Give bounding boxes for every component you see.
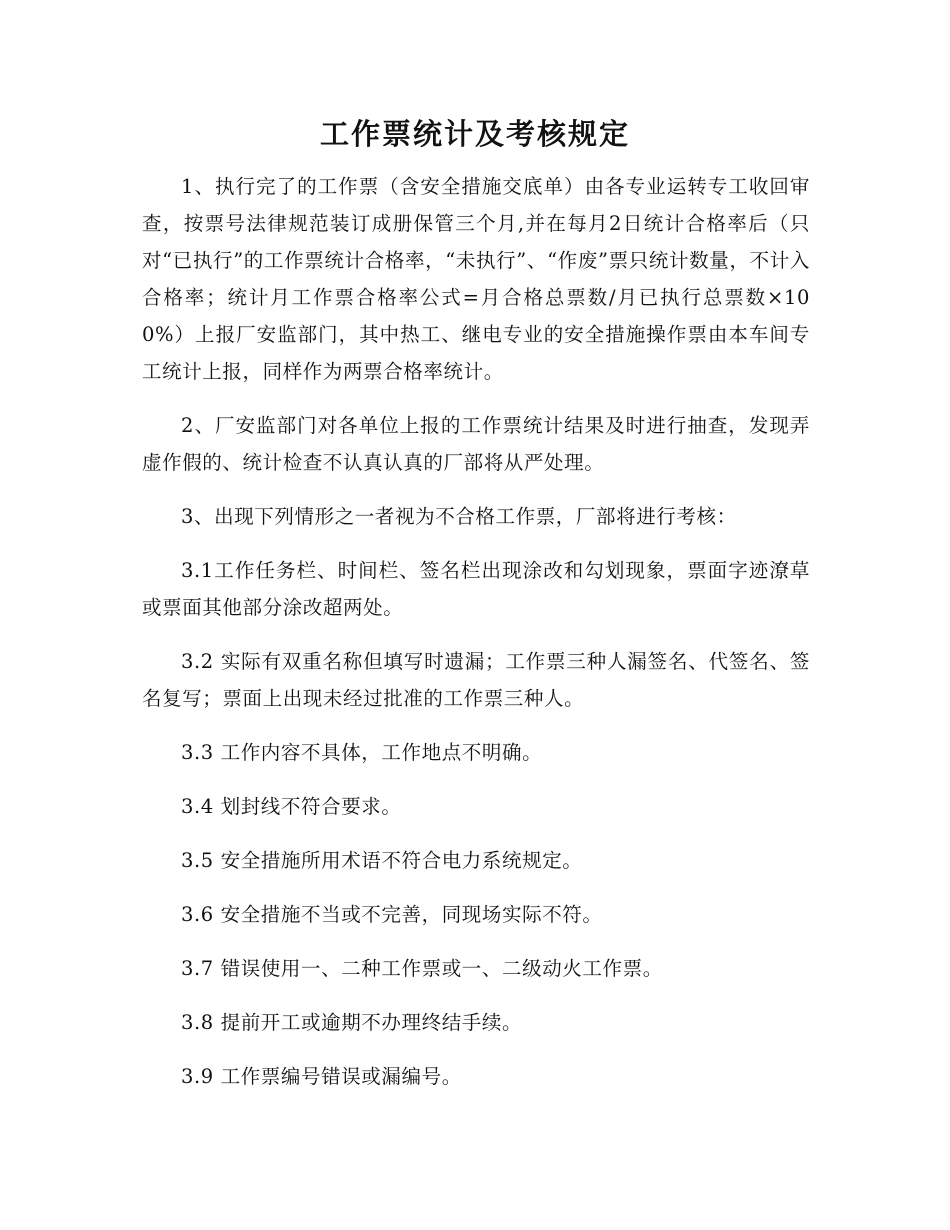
document-body <box>142 168 810 1112</box>
paragraph-3-1: 3.1工作任务栏、时间栏、签名栏出现涂改和勾划现象，票面字迹潦草或票面其他部分涂改超两处。 <box>142 559 810 619</box>
paragraph-3-6: 3.6 安全措施不当或不完善，同现场实际不符。 <box>181 903 603 926</box>
paragraph-3-7: 3.7 错误使用一、二种工作票或一、二级动火工作票。 <box>181 957 663 980</box>
paragraph-3-3: 3.3 工作内容不具体，工作地点不明确。 <box>181 741 543 764</box>
paragraph-3-8: 3.8 提前开工或逾期不办理终结手续。 <box>181 1011 523 1034</box>
paragraph-2: 2、厂安监部门对各单位上报的工作票统计结果及时进行抽查，发现弄虚作假的、统计检查不认真认真的厂部将从严处理。 <box>142 414 810 474</box>
paragraph-1: 1、执行完了的工作票（含安全措施交底单）由各专业运转专工收回审查，按票号法律规范装订成册保管三个月,并在每月2日统计合格率后（只对“已执行”的工作票统计合格率，“未执行”、“作废”票只统计数量，不计入合格率；统计月工作票合格率公式=月合格总票数/月已执行总票数×100%）上报厂安监部门，其中热工、继电专业的安全措施操作票由本车间专工统计上报，同样作为两票合格率统计。 <box>142 175 810 383</box>
paragraph-3-4: 3.4 划封线不符合要求。 <box>181 795 402 818</box>
paragraph-3-2: 3.2 实际有双重名称但填写时遗漏；工作票三种人漏签名、代签名、签名复写；票面上出现未经过批准的工作票三种人。 <box>142 650 810 710</box>
paragraph-3-5: 3.5 安全措施所用术语不符合电力系统规定。 <box>181 849 583 872</box>
paragraph-3: 3、出现下列情形之一者视为不合格工作票，厂部将进行考核： <box>181 505 737 528</box>
document-title: 工作票统计及考核规定 <box>319 117 630 151</box>
paragraph-3-9: 3.9 工作票编号错误或漏编号。 <box>181 1065 462 1088</box>
